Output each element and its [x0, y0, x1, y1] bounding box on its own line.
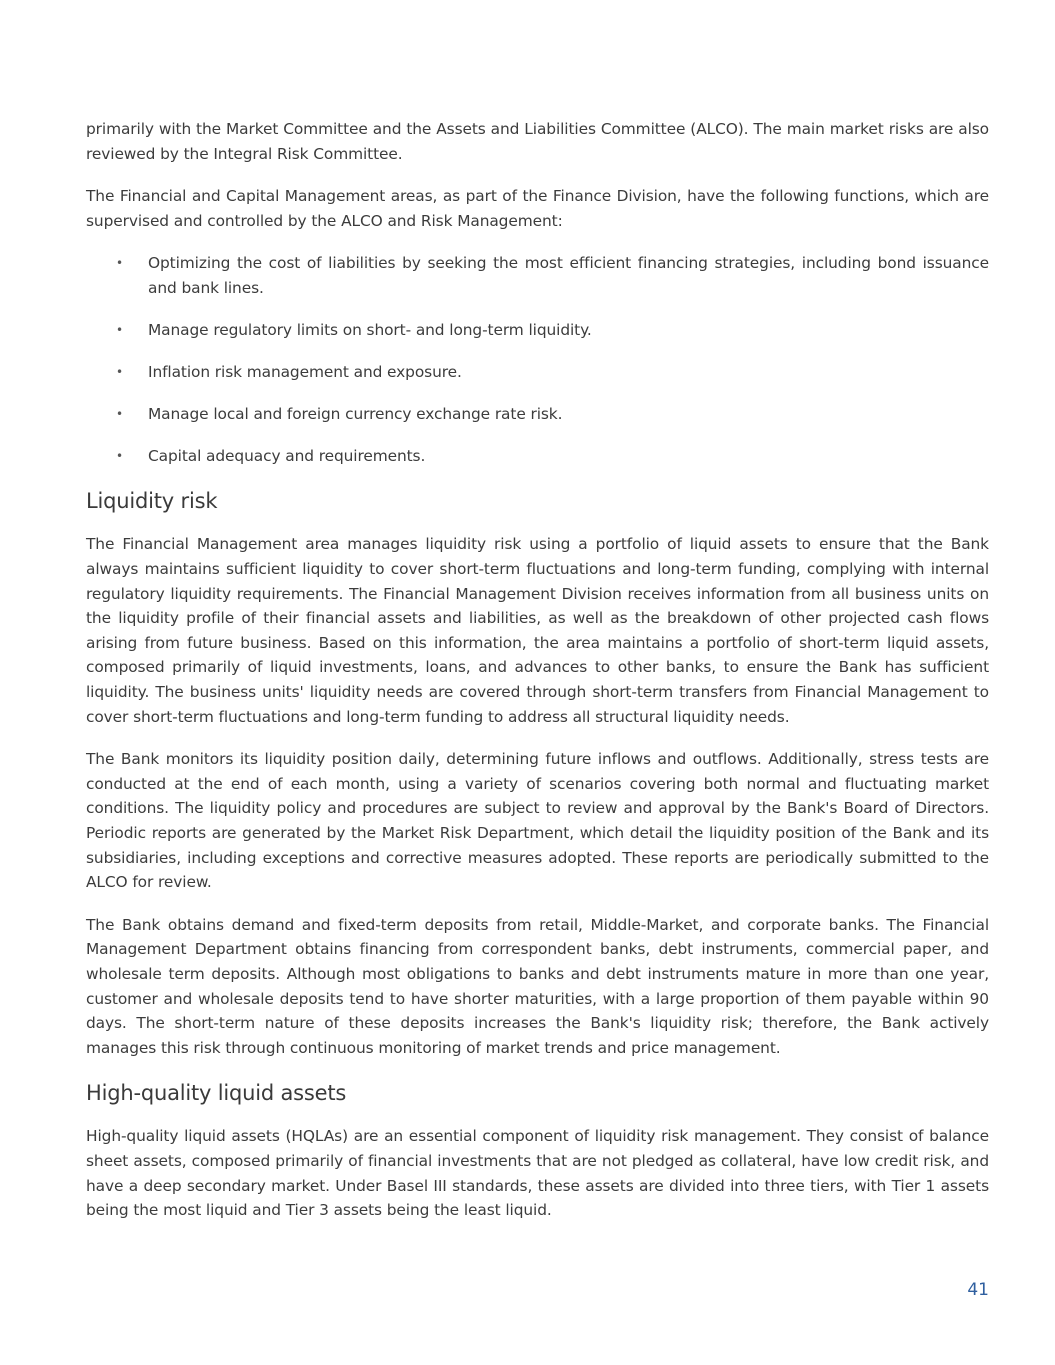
list-item [86, 251, 989, 300]
document-page [86, 117, 989, 1241]
intro-paragraph-2: The Financial and Capital Management areas, as part of the Finance Division, have the following functions, which are supervised and controlled by the ALCO and Risk Management: [86, 187, 989, 230]
page-number: 41 [967, 1280, 989, 1300]
list-item-text: Capital adequacy and requirements. [148, 447, 426, 466]
intro-paragraph-1: primarily with the Market Committee and the Assets and Liabilities Committee (ALCO). The main market risks are also reviewed by the Integral Risk Committee. [86, 120, 989, 163]
list-item-text: Manage regulatory limits on short- and long-term liquidity. [148, 321, 592, 340]
liquidity-risk-heading: Liquidity risk [86, 489, 218, 514]
bullet-icon: • [116, 323, 123, 338]
bullet-icon: • [116, 407, 123, 422]
list-item-text: Optimizing the cost of liabilities by seeking the most efficient financing strategies, including bond issuance and bank lines. [148, 254, 989, 297]
list-item [86, 402, 989, 427]
list-item-text: Inflation risk management and exposure. [148, 363, 462, 382]
hqla-paragraph-1: High-quality liquid assets (HQLAs) are an essential component of liquidity risk management. They consist of balance sheet assets, composed primarily of financial investments that are not pledged as collateral, have low credit risk, and have a deep secondary market. Under Basel III standards, these assets are divided into three tiers, with Tier 1 assets being the most liquid and Tier 3 assets being the least liquid. [86, 1127, 989, 1220]
hqla-heading: High-quality liquid assets [86, 1081, 347, 1106]
list-item [86, 444, 989, 469]
list-item-text: Manage local and foreign currency exchange rate risk. [148, 405, 563, 424]
bullet-icon: • [116, 256, 123, 271]
liquidity-paragraph-2: The Bank monitors its liquidity position daily, determining future inflows and outflows. Additionally, stress tests are conducted at the end of each month, using a variety of scenarios covering both normal and fluctuating market conditions. The liquidity policy and procedures are subject to review and approval by the Bank's Board of Directors. Periodic reports are generated by the Market Risk Department, which detail the liquidity position of the Bank and its subsidiaries, including exceptions and corrective measures adopted. These reports are periodically submitted to the ALCO for review. [86, 750, 989, 892]
functions-list [86, 251, 989, 469]
bullet-icon: • [116, 365, 123, 380]
list-item [86, 360, 989, 385]
list-item [86, 318, 989, 343]
liquidity-paragraph-3: The Bank obtains demand and fixed-term deposits from retail, Middle-Market, and corporate banks. The Financial Management Department obtains financing from correspondent banks, debt instruments, commercial paper, and wholesale term deposits. Although most obligations to banks and debt instruments mature in more than one year, customer and wholesale deposits tend to have shorter maturities, with a large proportion of them payable within 90 days. The short-term nature of these deposits increases the Bank's liquidity risk; therefore, the Bank actively manages this risk through continuous monitoring of market trends and price management. [86, 915, 989, 1057]
liquidity-paragraph-1: The Financial Management area manages liquidity risk using a portfolio of liquid assets to ensure that the Bank always maintains sufficient liquidity to cover short-term fluctuations and long-term funding, complying with internal regulatory liquidity requirements. The Financial Management Division receives information from all business units on the liquidity profile of their financial assets and liabilities, as well as the breakdown of other projected cash flows arising from future business. Based on this information, the area maintains a portfolio of short-term liquid assets, composed primarily of liquid investments, loans, and advances to other banks, to ensure the Bank has sufficient liquidity. The business units' liquidity needs are covered through short-term transfers from Financial Management to cover short-term fluctuations and long-term funding to address all structural liquidity needs. [86, 535, 989, 726]
bullet-icon: • [116, 449, 123, 464]
